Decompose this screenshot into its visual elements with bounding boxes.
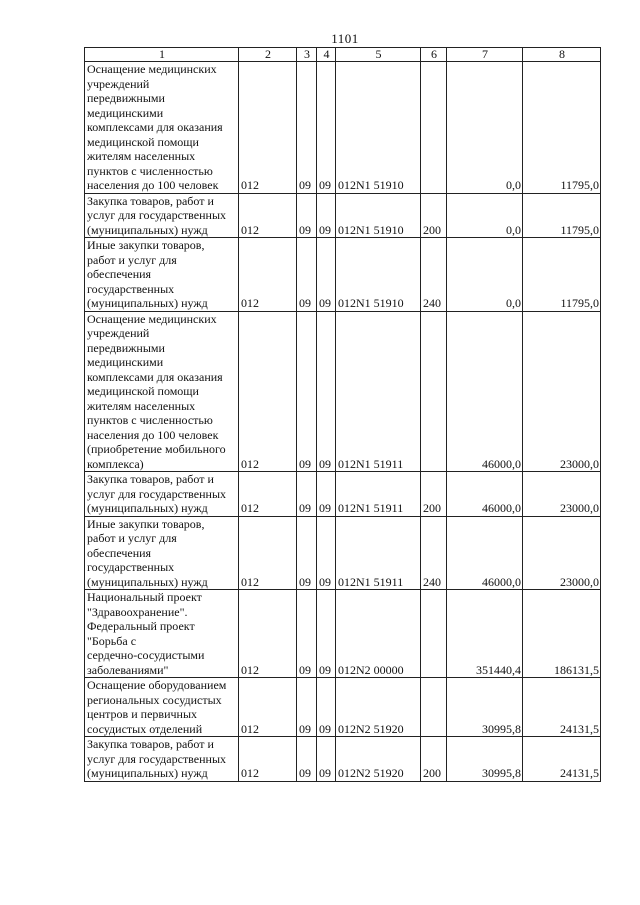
item-name-text: Закупка товаров, работ и услуг для государственных (муниципальных) нужд <box>87 472 227 515</box>
code-cell-col2: 012 <box>239 193 297 238</box>
amount-cell-col8: 11795,0 <box>523 238 601 312</box>
code-cell-col3: 09 <box>297 516 317 590</box>
amount-cell-col8: 23000,0 <box>523 472 601 517</box>
code-cell-col5: 012N2 51920 <box>336 737 421 782</box>
code-cell-col4: 09 <box>317 516 336 590</box>
amount-cell-col8: 23000,0 <box>523 516 601 590</box>
code-cell-col2: 012 <box>239 472 297 517</box>
header-cell-6: 6 <box>421 48 447 62</box>
amount-cell-col8: 11795,0 <box>523 62 601 194</box>
code-cell-col3: 09 <box>297 238 317 312</box>
item-name-text: Оснащение медицинских учреждений передвижными медицинскими комплексами для оказания медицинской помощи жителям населенных пунктов с численностью населения до 100 человек <box>87 62 223 192</box>
amount-cell-col7: 0,0 <box>447 193 523 238</box>
code-cell-col4: 09 <box>317 238 336 312</box>
code-cell-col5: 012N2 51920 <box>336 678 421 737</box>
amount-cell-col7: 351440,4 <box>447 590 523 678</box>
table-row <box>85 472 601 517</box>
amount-cell-col8: 23000,0 <box>523 311 601 472</box>
code-cell-col5: 012N1 51911 <box>336 516 421 590</box>
header-cell-4: 4 <box>317 48 336 62</box>
code-cell-col5: 012N2 00000 <box>336 590 421 678</box>
code-cell-col5: 012N1 51910 <box>336 193 421 238</box>
item-name-cell <box>85 590 239 678</box>
item-name-text: Иные закупки товаров, работ и услуг для обеспечения государственных (муниципальных) нужд <box>87 516 208 589</box>
item-name-text: Оснащение медицинских учреждений передвижными медицинскими комплексами для оказания медицинской помощи жителям населенных пунктов с численностью населения до 100 человек (приобретение мобильного комплекса) <box>87 311 226 471</box>
amount-cell-col8: 186131,5 <box>523 590 601 678</box>
code-cell-col3: 09 <box>297 590 317 678</box>
table-row <box>85 238 601 312</box>
code-cell-col4: 09 <box>317 590 336 678</box>
code-cell-col4: 09 <box>317 472 336 517</box>
code-cell-col6: 240 <box>421 238 447 312</box>
table-row <box>85 193 601 238</box>
code-cell-col5: 012N1 51910 <box>336 238 421 312</box>
code-cell-col4: 09 <box>317 193 336 238</box>
item-name-text: Иные закупки товаров, работ и услуг для обеспечения государственных (муниципальных) нужд <box>87 238 208 310</box>
item-name-cell <box>85 678 239 737</box>
code-cell-col4: 09 <box>317 311 336 472</box>
code-cell-col6: 240 <box>421 516 447 590</box>
code-cell-col3: 09 <box>297 311 317 472</box>
item-name-text: Оснащение оборудованием региональных сосудистых центров и первичных сосудистых отделений <box>87 678 227 736</box>
amount-cell-col7: 0,0 <box>447 238 523 312</box>
header-cell-8: 8 <box>523 48 601 62</box>
code-cell-col4: 09 <box>317 737 336 782</box>
item-name-cell <box>85 311 239 472</box>
code-cell-col2: 012 <box>239 516 297 590</box>
code-cell-col4: 09 <box>317 678 336 737</box>
item-name-cell <box>85 516 239 590</box>
amount-cell-col8: 24131,5 <box>523 737 601 782</box>
amount-cell-col7: 46000,0 <box>447 311 523 472</box>
code-cell-col2: 012 <box>239 737 297 782</box>
code-cell-col5: 012N1 51911 <box>336 472 421 517</box>
header-cell-2: 2 <box>239 48 297 62</box>
header-cell-7: 7 <box>447 48 523 62</box>
header-cell-5: 5 <box>336 48 421 62</box>
code-cell-col3: 09 <box>297 737 317 782</box>
code-cell-col6 <box>421 678 447 737</box>
table-row <box>85 311 601 472</box>
code-cell-col4: 09 <box>317 62 336 194</box>
item-name-cell <box>85 238 239 312</box>
item-name-text: Национальный проект "Здравоохранение". Федеральный проект "Борьба с сердечно-сосудистыми заболеваниями" <box>87 590 205 677</box>
header-cell-3: 3 <box>297 48 317 62</box>
code-cell-col2: 012 <box>239 590 297 678</box>
code-cell-col2: 012 <box>239 238 297 312</box>
amount-cell-col7: 46000,0 <box>447 472 523 517</box>
item-name-text: Закупка товаров, работ и услуг для государственных (муниципальных) нужд <box>87 737 227 780</box>
table-row <box>85 62 601 194</box>
code-cell-col6: 200 <box>421 193 447 238</box>
page-number: 1101 <box>331 31 359 46</box>
amount-cell-col7: 30995,8 <box>447 737 523 782</box>
code-cell-col6 <box>421 62 447 194</box>
amount-cell-col7: 46000,0 <box>447 516 523 590</box>
code-cell-col3: 09 <box>297 62 317 194</box>
table-body <box>85 48 601 782</box>
item-name-cell <box>85 737 239 782</box>
code-cell-col3: 09 <box>297 678 317 737</box>
code-cell-col5: 012N1 51911 <box>336 311 421 472</box>
table-row <box>85 590 601 678</box>
item-name-cell <box>85 472 239 517</box>
code-cell-col6: 200 <box>421 472 447 517</box>
code-cell-col2: 012 <box>239 678 297 737</box>
code-cell-col5: 012N1 51910 <box>336 62 421 194</box>
code-cell-col6 <box>421 311 447 472</box>
amount-cell-col7: 30995,8 <box>447 678 523 737</box>
code-cell-col3: 09 <box>297 472 317 517</box>
header-cell-1: 1 <box>85 48 239 62</box>
amount-cell-col8: 11795,0 <box>523 193 601 238</box>
header-row <box>85 48 601 62</box>
budget-table <box>84 47 601 782</box>
code-cell-col3: 09 <box>297 193 317 238</box>
code-cell-col6 <box>421 590 447 678</box>
item-name-cell <box>85 62 239 194</box>
amount-cell-col8: 24131,5 <box>523 678 601 737</box>
code-cell-col2: 012 <box>239 311 297 472</box>
item-name-text: Закупка товаров, работ и услуг для государственных (муниципальных) нужд <box>87 193 227 237</box>
item-name-cell <box>85 193 239 238</box>
code-cell-col6: 200 <box>421 737 447 782</box>
table-row <box>85 737 601 782</box>
code-cell-col2: 012 <box>239 62 297 194</box>
table-row <box>85 678 601 737</box>
table-row <box>85 516 601 590</box>
amount-cell-col7: 0,0 <box>447 62 523 194</box>
